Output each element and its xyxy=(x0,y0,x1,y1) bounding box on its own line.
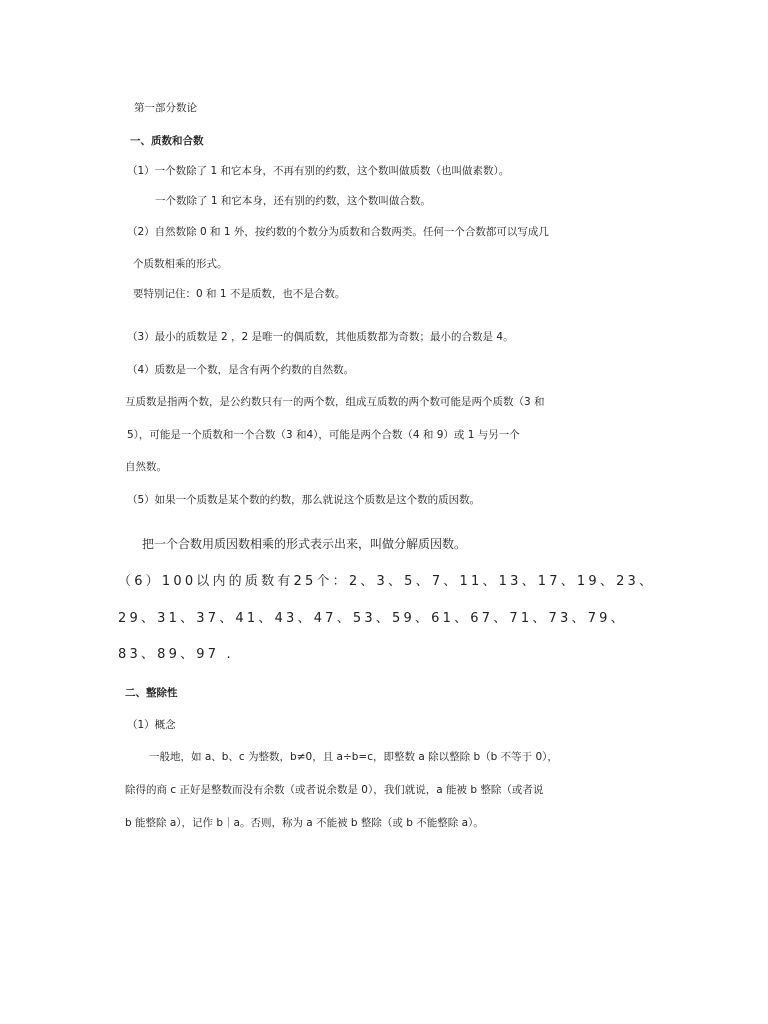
section2-heading: 二、整除性 xyxy=(125,687,178,699)
paragraph-2c: 要特别记住：0 和 1 不是质数，也不是合数。 xyxy=(133,288,346,300)
prime-list-line-3: 83、89、97 . xyxy=(118,647,234,662)
section2-sub1: （1）概念 xyxy=(127,719,176,731)
paragraph-1: （1）一个数除了 1 和它本身，不再有别的约数，这个数叫做质数（也叫做素数）。 xyxy=(127,165,510,177)
prime-list-line-1: （6）100以内的质数有25个：2、3、5、7、11、13、17、19、23、 xyxy=(118,574,656,589)
paragraph-1b: 一个数除了 1 和它本身，还有别的约数，这个数叫做合数。 xyxy=(155,195,431,207)
paragraph-3: （3）最小的质数是 2 ，2 是唯一的偶质数，其他质数都为奇数；最小的合数是 4。 xyxy=(127,331,514,343)
part-title: 第一部分数论 xyxy=(134,102,197,114)
paragraph-2a: （2）自然数除 0 和 1 外，按约数的个数分为质数和合数两类。任何一个合数都可以写成几 xyxy=(127,226,549,238)
paragraph-5b: 把一个合数用质因数相乘的形式表示出来，叫做分解质因数。 xyxy=(142,537,467,551)
section2-paragraph-1a: 一般地，如 a、b、c 为整数，b≠0，且 a÷b=c，即整数 a 除以整除 b（b 不等于 0）， xyxy=(149,751,558,763)
paragraph-4c: 自然数。 xyxy=(125,461,167,473)
paragraph-4b: 5），可能是一个质数和一个合数（3 和4），可能是两个合数（4 和 9）或 1 与另一个 xyxy=(127,429,520,441)
paragraph-2b: 个质数相乘的形式。 xyxy=(133,258,228,270)
section1-heading: 一、质数和合数 xyxy=(130,135,204,147)
paragraph-5: （5）如果一个质数是某个数的约数，那么就说这个质数是这个数的质因数。 xyxy=(127,494,481,506)
prime-list-line-2: 29、31、37、41、43、47、53、59、61、67、71、73、79、 xyxy=(118,611,627,626)
paragraph-4: （4）质数是一个数，是含有两个约数的自然数。 xyxy=(127,364,355,376)
paragraph-4a: 互质数是指两个数，是公约数只有一的两个数，组成互质数的两个数可能是两个质数（3 和 xyxy=(125,396,545,408)
section2-paragraph-1c: b 能整除 a），记作 b｜a。否则，称为 a 不能被 b 整除（或 b 不能整除 a）。 xyxy=(125,817,484,829)
section2-paragraph-1b: 除得的商 c 正好是整数而没有余数（或者说余数是 0），我们就说，a 能被 b 整除（或者说 xyxy=(125,784,544,796)
